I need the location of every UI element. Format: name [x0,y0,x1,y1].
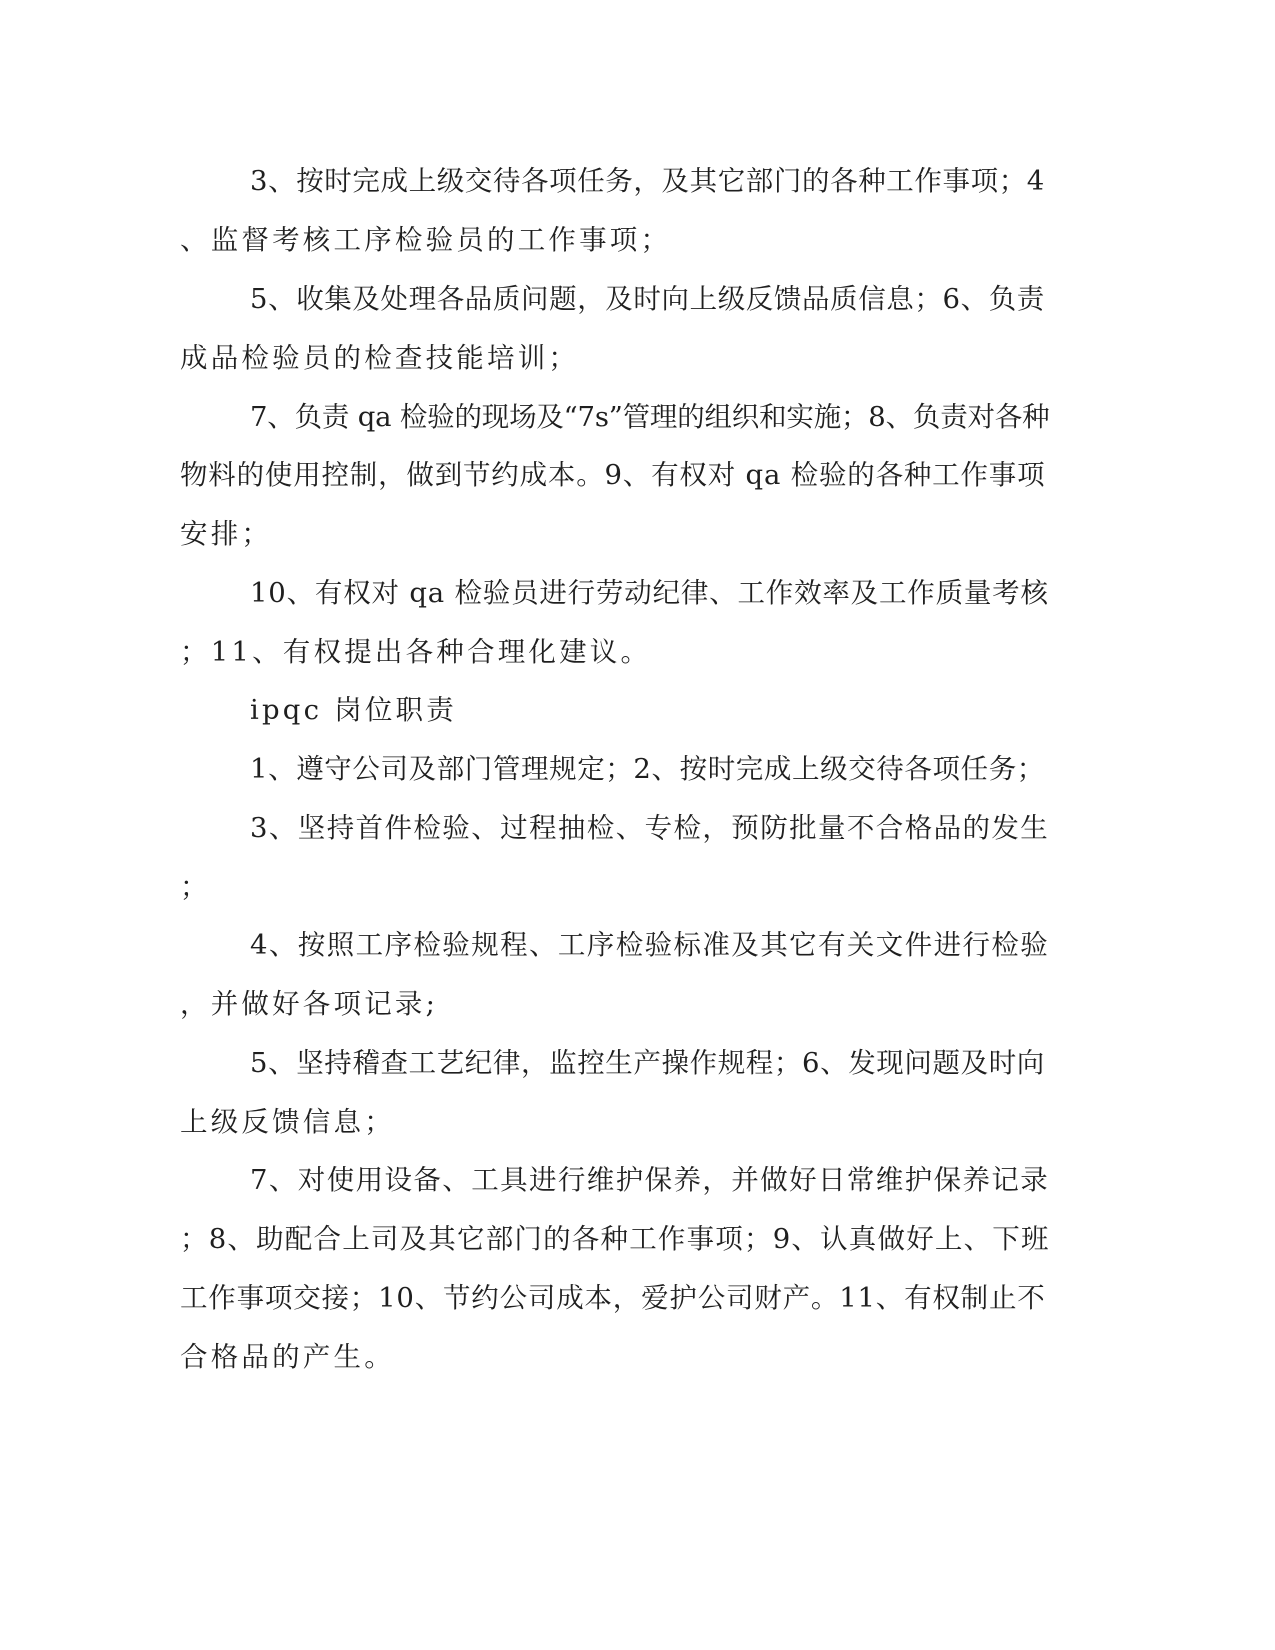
text-line: 7、负责 qa 检验的现场及“7s”管理的组织和实施；8、负责对各种 [250,401,1050,433]
text-line: 4、按照工序检验规程、工序检验标准及其它有关文件进行检验 [250,929,1050,961]
text-line: 1、遵守公司及部门管理规定；2、按时完成上级交待各项任务； [250,753,1045,785]
text-line: 成品检验员的检查技能培训； [180,342,580,374]
text-line: 安排； [180,518,273,550]
text-line: 物料的使用控制，做到节约成本。9、有权对 qa 检验的各种工作事项 [180,459,1046,491]
text-line: 3、坚持首件检验、过程抽检、专检，预防批量不合格品的发生 [250,812,1050,844]
text-line: ；8、助配合上司及其它部门的各种工作事项；9、认真做好上、下班 [180,1223,1050,1255]
text-line: 、监督考核工序检验员的工作事项； [180,224,672,256]
text-line: 5、收集及处理各品质问题，及时向上级反馈品质信息；6、负责 [250,283,1045,315]
text-line: 工作事项交接；10、节约公司成本，爱护公司财产。11、有权制止不 [180,1282,1046,1314]
text-line: ，并做好各项记录; [180,988,439,1020]
text-line: 7、对使用设备、工具进行维护保养，并做好日常维护保养记录 [250,1164,1050,1196]
text-line: 3、按时完成上级交待各项任务，及其它部门的各种工作事项；4 [250,165,1045,197]
text-line: 10、有权对 qa 检验员进行劳动纪律、工作效率及工作质量考核 [250,577,1049,609]
section-heading: ipqc 岗位职责 [250,694,457,726]
text-line: 合格品的产生。 [180,1341,395,1373]
text-line: ； [180,871,211,903]
text-line: 上级反馈信息； [180,1106,395,1138]
text-line: ；11、有权提出各种合理化建议。 [180,636,652,668]
text-line: 5、坚持稽查工艺纪律，监控生产操作规程；6、发现问题及时向 [250,1047,1045,1079]
